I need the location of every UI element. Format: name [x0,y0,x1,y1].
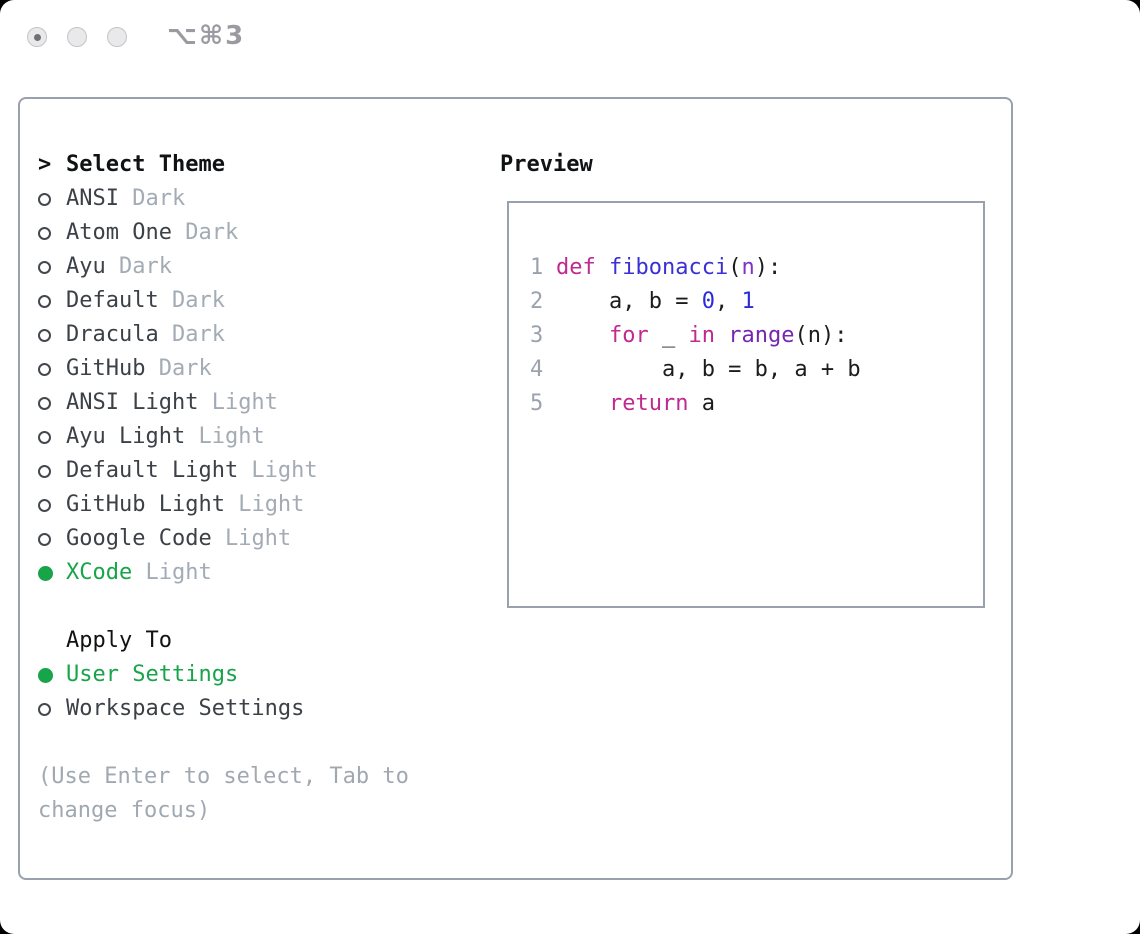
radio-marker [38,420,66,454]
theme-variant-label: Light [198,390,278,415]
code-token: ( [728,255,742,280]
theme-option-label: Ayu [66,254,106,279]
theme-option-github-light[interactable] [38,488,409,522]
code-token: return [608,391,689,416]
code-token: _ [648,323,689,348]
radio-icon [38,465,51,478]
theme-variant-label: Dark [118,186,186,211]
hint-text-line-2: change focus) [38,798,211,823]
code-token: fibonacci [609,255,729,280]
select-theme-title: Select Theme [66,152,225,177]
code-token: , [714,289,742,314]
radio-marker [38,182,66,216]
preview-box [507,201,985,608]
code-line [530,285,975,319]
code-token: a, b = b, a + b [556,357,861,382]
code-line [530,387,975,421]
code-token: a, b = [556,289,702,314]
spacer [38,590,409,624]
radio-marker [38,556,66,590]
line-number: 4 [530,357,544,382]
radio-icon [38,397,51,410]
hint-text-line-1: (Use Enter to select, Tab to [38,764,409,789]
window-zoom-button[interactable] [107,27,127,47]
radio-icon [38,533,51,546]
line-number: 2 [530,289,544,314]
radio-icon [38,703,51,716]
code-token: 1 [741,289,755,314]
code-token: range [728,323,795,348]
radio-marker [38,692,66,726]
theme-option-label: Ayu Light [66,424,186,449]
code-token: def [556,255,596,280]
apply-option-workspace-settings[interactable] [38,692,409,726]
code-token: for [608,323,649,348]
code-token [556,391,609,416]
apply-option-label: Workspace Settings [66,696,305,721]
theme-option-default[interactable] [38,284,409,318]
radio-icon [38,261,51,274]
theme-option-google-code[interactable] [38,522,409,556]
code-block [530,251,975,421]
theme-variant-label: Light [132,560,212,585]
theme-variant-label: Dark [105,254,172,279]
code-line [530,251,975,285]
radio-selected-icon [38,566,53,581]
code-token [715,323,728,348]
theme-option-xcode[interactable] [38,556,409,590]
theme-variant-label: Light [238,458,318,483]
theme-option-label: Atom One [66,220,172,245]
radio-marker [38,216,66,250]
theme-option-label: Default Light [66,458,239,483]
radio-icon [38,227,51,240]
theme-variant-label: Dark [145,356,212,381]
theme-option-default-light[interactable] [38,454,409,488]
radio-icon [38,431,51,444]
radio-icon [38,363,51,376]
select-theme-header [38,148,409,182]
radio-icon [38,295,51,308]
theme-options-list [38,182,409,590]
focus-caret-icon: > [38,152,52,177]
apply-option-user-settings[interactable] [38,658,409,692]
radio-marker [38,386,66,420]
radio-marker [38,284,66,318]
theme-option-label: ANSI [66,186,119,211]
radio-marker [38,250,66,284]
theme-variant-label: Light [185,424,265,449]
line-number: 1 [530,255,544,280]
theme-variant-label: Light [211,526,292,551]
apply-options-list [38,658,409,726]
radio-icon [38,499,51,512]
theme-option-label: Google Code [66,526,212,551]
theme-option-label: GitHub Light [66,492,225,517]
theme-option-ayu-light[interactable] [38,420,409,454]
theme-option-ansi-light[interactable] [38,386,409,420]
theme-picker-panel [18,97,1013,880]
line-number: 5 [530,391,544,416]
theme-option-atom-one[interactable] [38,216,409,250]
theme-option-ansi[interactable] [38,182,409,216]
spacer [38,726,409,760]
theme-variant-label: Dark [171,220,239,245]
code-token: (n): [794,323,848,348]
apply-option-label: User Settings [66,662,239,687]
code-token: 0 [701,289,715,314]
code-line [530,353,975,387]
radio-marker [38,318,66,352]
spacer [530,421,975,455]
theme-option-label: ANSI Light [66,390,199,415]
radio-icon [38,193,51,206]
code-token: ): [754,255,782,280]
code-token [596,255,609,280]
theme-option-ayu[interactable] [38,250,409,284]
theme-option-label: Default [66,288,159,313]
radio-marker [38,454,66,488]
theme-variant-label: Light [224,492,305,517]
preview-title: Preview [500,152,593,177]
code-token [556,323,609,348]
apply-to-header [38,624,409,658]
keyboard-shortcut-label: ⌥⌘3 [167,21,246,51]
code-line [530,319,975,353]
window-active-dot-icon [34,34,41,41]
theme-variant-label: Dark [158,288,225,313]
theme-option-label: XCode [66,560,133,585]
line-number: 3 [530,323,544,348]
code-token: a [688,391,715,416]
radio-selected-icon [38,668,53,683]
radio-icon [38,329,51,342]
window-minimize-button[interactable] [67,27,87,47]
theme-option-github[interactable] [38,352,409,386]
radio-marker [38,352,66,386]
code-token: n [741,255,755,280]
code-preview [509,203,983,503]
theme-option-dracula[interactable] [38,318,409,352]
window-close-button[interactable] [27,27,47,47]
radio-marker [38,522,66,556]
theme-variant-label: Dark [158,322,225,347]
theme-list-column [38,148,409,828]
theme-option-label: Dracula [66,322,159,347]
radio-marker [38,488,66,522]
radio-marker [38,658,66,692]
code-token: in [688,323,715,348]
theme-option-label: GitHub [66,356,146,381]
apply-to-title: Apply To [66,628,172,653]
